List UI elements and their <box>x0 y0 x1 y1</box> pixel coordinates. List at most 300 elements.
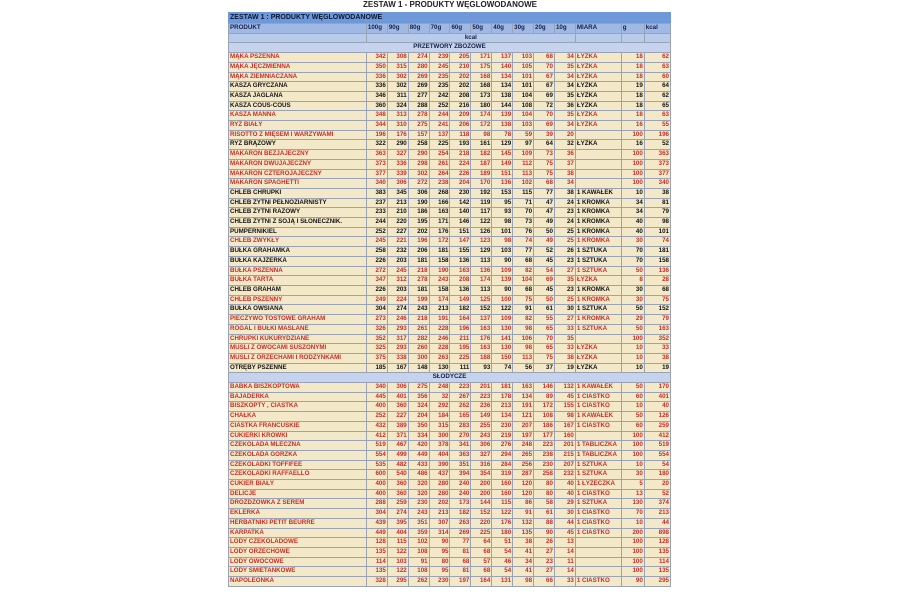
table-row <box>229 179 671 189</box>
value-cell: 137 <box>471 315 492 325</box>
product-name-cell: CHLEB PSZENNY <box>229 295 367 305</box>
value-cell: 140 <box>450 208 471 218</box>
value-cell: 146 <box>534 383 555 393</box>
value-cell: 273 <box>366 315 387 325</box>
value-cell: 336 <box>387 159 408 169</box>
value-cell: 265 <box>513 450 534 460</box>
value-cell: 101 <box>644 227 670 237</box>
value-cell: 344 <box>366 121 387 131</box>
value-cell: 178 <box>492 392 513 402</box>
value-cell: 160 <box>492 480 513 490</box>
value-cell: 246 <box>387 315 408 325</box>
product-name-cell: KASZA MANNA <box>229 111 367 121</box>
product-name-cell: PIECZYWO TOSTOWE GRAHAM <box>229 315 367 325</box>
value-cell: 34 <box>621 198 644 208</box>
value-cell: 81 <box>450 547 471 557</box>
value-cell: 139 <box>492 111 513 121</box>
value-cell: 554 <box>366 450 387 460</box>
value-cell: 10 <box>621 518 644 528</box>
value-cell: 68 <box>644 285 670 295</box>
value-cell: 274 <box>387 509 408 519</box>
value-cell: 218 <box>408 315 429 325</box>
value-cell: 161 <box>471 140 492 150</box>
product-name-cell: NAPOLEONKA <box>229 577 367 587</box>
value-cell: 140 <box>492 62 513 72</box>
table-row <box>229 227 671 237</box>
measure-cell: 1 TABLICZKA <box>575 450 621 460</box>
value-cell: 401 <box>644 392 670 402</box>
measure-cell: 1 CIASTKO <box>575 489 621 499</box>
value-cell: 136 <box>450 256 471 266</box>
value-cell: 80 <box>534 480 555 490</box>
value-cell: 35 <box>554 91 575 101</box>
value-cell: 93 <box>471 363 492 373</box>
value-cell: 125 <box>471 295 492 305</box>
value-cell: 132 <box>554 383 575 393</box>
value-cell: 80 <box>429 557 450 567</box>
value-cell: 191 <box>513 402 534 412</box>
value-cell: 98 <box>492 237 513 247</box>
value-cell: 360 <box>387 480 408 490</box>
value-cell: 65 <box>534 324 555 334</box>
value-cell: 134 <box>492 82 513 92</box>
column-header: PRODUKT <box>229 24 367 34</box>
table-row <box>229 256 671 266</box>
value-cell: 378 <box>429 441 450 451</box>
value-cell: 76 <box>513 227 534 237</box>
value-cell: 282 <box>408 334 429 344</box>
value-cell: 227 <box>387 412 408 422</box>
value-cell: 306 <box>387 383 408 393</box>
measure-cell: 1 KAWAŁEK <box>575 383 621 393</box>
value-cell: 132 <box>513 518 534 528</box>
value-cell: 73 <box>513 218 534 228</box>
value-cell: 30 <box>621 295 644 305</box>
value-cell: 122 <box>387 567 408 577</box>
measure-cell: 1 SZTUKA <box>575 266 621 276</box>
value-cell: 101 <box>492 227 513 237</box>
column-header: 90g <box>387 24 408 34</box>
value-cell: 68 <box>471 547 492 557</box>
measure-cell: ŁYŻKA <box>575 72 621 82</box>
value-cell: 111 <box>450 363 471 373</box>
value-cell: 10 <box>621 353 644 363</box>
value-cell: 176 <box>429 227 450 237</box>
product-name-cell: MĄKA PSZENNA <box>229 53 367 63</box>
value-cell: 363 <box>450 450 471 460</box>
value-cell: 223 <box>450 383 471 393</box>
table-row <box>229 480 671 490</box>
value-cell: 40 <box>554 480 575 490</box>
value-cell: 40 <box>621 227 644 237</box>
value-cell: 49 <box>534 237 555 247</box>
value-cell: 360 <box>366 101 387 111</box>
value-cell: 261 <box>429 159 450 169</box>
value-cell: 201 <box>554 441 575 451</box>
value-cell: 34 <box>513 557 534 567</box>
value-cell: 36 <box>554 150 575 160</box>
value-cell: 79 <box>644 315 670 325</box>
value-cell: 68 <box>513 285 534 295</box>
table-row <box>229 121 671 131</box>
measure-cell: 1 KROMKA <box>575 227 621 237</box>
value-cell: 226 <box>450 169 471 179</box>
value-cell: 302 <box>387 72 408 82</box>
table-row <box>229 353 671 363</box>
value-cell: 197 <box>450 577 471 587</box>
value-cell: 38 <box>644 353 670 363</box>
value-cell: 32 <box>554 140 575 150</box>
value-cell: 342 <box>366 53 387 63</box>
column-header: 40g <box>492 24 513 34</box>
value-cell: 352 <box>644 334 670 344</box>
value-cell: 28 <box>644 276 670 286</box>
value-cell: 174 <box>429 295 450 305</box>
value-cell: 270 <box>450 431 471 441</box>
measure-cell <box>575 557 621 567</box>
value-cell: 258 <box>534 470 555 480</box>
value-cell: 69 <box>534 91 555 101</box>
value-cell: 158 <box>644 256 670 266</box>
value-cell: 152 <box>471 305 492 315</box>
value-cell: 272 <box>366 266 387 276</box>
value-cell: 174 <box>471 111 492 121</box>
value-cell: 186 <box>408 208 429 218</box>
measure-cell: ŁYŻKA <box>575 91 621 101</box>
value-cell: 173 <box>450 499 471 509</box>
value-cell: 164 <box>471 577 492 587</box>
value-cell: 46 <box>492 557 513 567</box>
measure-cell: 1 CIASTKO <box>575 392 621 402</box>
measure-cell: ŁYŻKA <box>575 62 621 72</box>
value-cell: 260 <box>408 344 429 354</box>
value-cell: 120 <box>513 489 534 499</box>
product-name-cell: LODY ŚMIETANKOWE <box>229 567 367 577</box>
value-cell: 300 <box>408 353 429 363</box>
value-cell: 35 <box>554 276 575 286</box>
value-cell: 213 <box>429 305 450 315</box>
value-cell: 262 <box>408 577 429 587</box>
value-cell: 170 <box>644 383 670 393</box>
value-cell: 171 <box>429 218 450 228</box>
value-cell: 220 <box>387 218 408 228</box>
measure-cell <box>575 150 621 160</box>
value-cell: 20 <box>554 130 575 140</box>
value-cell: 211 <box>450 334 471 344</box>
measure-cell: ŁYŻKA <box>575 82 621 92</box>
value-cell: 45 <box>534 285 555 295</box>
value-cell: 243 <box>471 431 492 441</box>
value-cell: 40 <box>644 402 670 412</box>
value-cell: 30 <box>554 305 575 315</box>
value-cell: 100 <box>621 547 644 557</box>
value-cell: 412 <box>366 431 387 441</box>
value-cell: 213 <box>492 402 513 412</box>
value-cell: 37 <box>554 159 575 169</box>
value-cell: 295 <box>644 577 670 587</box>
value-cell: 359 <box>408 528 429 538</box>
measure-cell <box>575 567 621 577</box>
value-cell: 302 <box>408 169 429 179</box>
table-row <box>229 324 671 334</box>
value-cell: 363 <box>644 150 670 160</box>
value-cell: 320 <box>408 489 429 499</box>
product-name-cell: CUKIER BIAŁY <box>229 480 367 490</box>
value-cell: 82 <box>513 266 534 276</box>
table-row <box>229 208 671 218</box>
value-cell: 302 <box>387 82 408 92</box>
value-cell: 294 <box>492 450 513 460</box>
value-cell: 288 <box>408 101 429 111</box>
value-cell: 102 <box>513 179 534 189</box>
value-cell: 171 <box>471 53 492 63</box>
product-name-cell: MAKARON CZTEROJAJECZNY <box>229 169 367 179</box>
column-header: 80g <box>408 24 429 34</box>
value-cell: 304 <box>366 305 387 315</box>
value-cell: 246 <box>429 334 450 344</box>
value-cell: 176 <box>492 518 513 528</box>
value-cell: 104 <box>513 91 534 101</box>
value-cell: 90 <box>429 538 450 548</box>
value-cell: 100 <box>621 334 644 344</box>
value-cell: 122 <box>471 218 492 228</box>
value-cell: 34 <box>621 208 644 218</box>
value-cell: 195 <box>408 218 429 228</box>
table-row <box>229 557 671 567</box>
value-cell: 41 <box>513 547 534 557</box>
measure-cell <box>575 159 621 169</box>
value-cell: 195 <box>450 344 471 354</box>
value-cell: 225 <box>471 528 492 538</box>
value-cell: 167 <box>387 363 408 373</box>
value-cell: 248 <box>429 383 450 393</box>
value-cell: 63 <box>644 111 670 121</box>
value-cell: 223 <box>471 392 492 402</box>
value-cell: 72 <box>534 101 555 111</box>
value-cell: 138 <box>492 121 513 131</box>
value-cell: 131 <box>492 577 513 587</box>
value-cell: 123 <box>471 237 492 247</box>
value-cell: 30 <box>621 285 644 295</box>
value-cell: 280 <box>429 489 450 499</box>
value-cell: 300 <box>429 431 450 441</box>
value-cell: 136 <box>471 266 492 276</box>
value-cell: 108 <box>513 101 534 111</box>
value-cell: 186 <box>534 421 555 431</box>
value-cell: 519 <box>644 441 670 451</box>
value-cell: 135 <box>644 567 670 577</box>
value-cell: 288 <box>366 499 387 509</box>
value-cell: 100 <box>621 441 644 451</box>
value-cell: 79 <box>644 208 670 218</box>
measure-cell: 1 CIASTKO <box>575 528 621 538</box>
value-cell: 237 <box>366 198 387 208</box>
value-cell: 356 <box>408 392 429 402</box>
value-cell: 340 <box>366 383 387 393</box>
value-cell: 199 <box>408 295 429 305</box>
measure-cell: 1 KROMKA <box>575 198 621 208</box>
value-cell: 204 <box>408 412 429 422</box>
product-name-cell: BABKA BISZKOPTOWA <box>229 383 367 393</box>
product-name-cell: BISZKOPTY , CIASTKA <box>229 402 367 412</box>
product-name-cell: KASZA GRYCZANA <box>229 82 367 92</box>
value-cell: 287 <box>513 470 534 480</box>
value-cell: 328 <box>366 577 387 587</box>
value-cell: 74 <box>644 237 670 247</box>
value-cell: 188 <box>471 353 492 363</box>
value-cell: 319 <box>492 470 513 480</box>
value-cell: 269 <box>408 82 429 92</box>
product-name-cell: EKLERKA <box>229 509 367 519</box>
value-cell: 130 <box>492 344 513 354</box>
value-cell: 114 <box>366 557 387 567</box>
value-cell: 174 <box>471 276 492 286</box>
value-cell: 18 <box>621 53 644 63</box>
value-cell: 95 <box>429 567 450 577</box>
value-cell: 104 <box>513 111 534 121</box>
value-cell: 390 <box>429 460 450 470</box>
value-cell: 252 <box>429 101 450 111</box>
value-cell: 163 <box>644 324 670 334</box>
value-cell: 232 <box>387 247 408 257</box>
value-cell: 29 <box>554 499 575 509</box>
value-cell: 75 <box>513 295 534 305</box>
value-cell: 263 <box>450 518 471 528</box>
value-cell: 200 <box>471 489 492 499</box>
value-cell: 34 <box>554 82 575 92</box>
value-cell: 27 <box>534 567 555 577</box>
value-cell: 58 <box>534 499 555 509</box>
value-cell: 120 <box>513 480 534 490</box>
value-cell: 137 <box>492 53 513 63</box>
value-cell: 74 <box>513 237 534 247</box>
value-cell: 394 <box>450 470 471 480</box>
value-cell: 98 <box>492 218 513 228</box>
value-cell: 68 <box>534 179 555 189</box>
value-cell: 113 <box>471 285 492 295</box>
value-cell: 77 <box>513 247 534 257</box>
value-cell: 25 <box>554 237 575 247</box>
value-cell: 600 <box>366 470 387 480</box>
value-cell: 23 <box>554 256 575 266</box>
value-cell: 350 <box>408 421 429 431</box>
value-cell: 181 <box>429 247 450 257</box>
value-cell: 482 <box>387 460 408 470</box>
measure-cell: ŁYŻKA <box>575 363 621 373</box>
value-cell: 78 <box>492 130 513 140</box>
value-cell: 228 <box>429 344 450 354</box>
value-cell: 177 <box>534 431 555 441</box>
value-cell: 439 <box>366 518 387 528</box>
value-cell: 91 <box>513 305 534 315</box>
product-name-cell: DROŻDŻÓWKA Z SEREM <box>229 499 367 509</box>
value-cell: 67 <box>534 72 555 82</box>
value-cell: 98 <box>513 577 534 587</box>
value-cell: 54 <box>534 266 555 276</box>
value-cell: 245 <box>387 266 408 276</box>
value-cell: 259 <box>644 421 670 431</box>
value-cell: 101 <box>513 72 534 82</box>
value-cell: 155 <box>450 247 471 257</box>
value-cell: 102 <box>408 538 429 548</box>
value-cell: 180 <box>471 101 492 111</box>
unit-spacer <box>575 33 621 43</box>
value-cell: 377 <box>644 169 670 179</box>
table-row <box>229 169 671 179</box>
column-header: g <box>621 24 644 34</box>
value-cell: 142 <box>450 198 471 208</box>
value-cell: 172 <box>534 402 555 412</box>
value-cell: 117 <box>471 208 492 218</box>
product-name-cell: CUKIERKI KRÓWKI <box>229 431 367 441</box>
value-cell: 354 <box>471 470 492 480</box>
table-row <box>229 489 671 499</box>
product-name-cell: KASZA COUS-COUS <box>229 101 367 111</box>
value-cell: 244 <box>429 111 450 121</box>
spreadsheet <box>228 12 671 587</box>
value-cell: 33 <box>554 577 575 587</box>
value-cell: 100 <box>621 150 644 160</box>
value-cell: 314 <box>429 528 450 538</box>
value-cell: 412 <box>644 431 670 441</box>
product-name-cell: MUSLI Z ORZECHAMI I RODZYNKAMI <box>229 353 367 363</box>
value-cell: 144 <box>492 101 513 111</box>
value-cell: 100 <box>621 159 644 169</box>
value-cell: 535 <box>366 460 387 470</box>
table-row <box>229 567 671 577</box>
value-cell: 50 <box>534 227 555 237</box>
value-cell: 26 <box>554 247 575 257</box>
value-cell: 49 <box>534 218 555 228</box>
product-name-cell: LODY OWOCOWE <box>229 557 367 567</box>
value-cell: 181 <box>644 247 670 257</box>
value-cell: 268 <box>429 188 450 198</box>
value-cell: 445 <box>366 392 387 402</box>
value-cell: 206 <box>408 247 429 257</box>
value-cell: 63 <box>644 62 670 72</box>
value-cell: 90 <box>492 285 513 295</box>
measure-cell: ŁYŻKA <box>575 53 621 63</box>
value-cell: 10 <box>621 460 644 470</box>
value-cell: 168 <box>471 72 492 82</box>
value-cell: 151 <box>450 227 471 237</box>
value-cell: 182 <box>450 305 471 315</box>
measure-cell: 1 KROMKA <box>575 285 621 295</box>
value-cell: 145 <box>492 150 513 160</box>
column-header: 100g <box>366 24 387 34</box>
value-cell: 245 <box>429 62 450 72</box>
value-cell: 114 <box>644 557 670 567</box>
value-cell: 135 <box>366 547 387 557</box>
value-cell: 449 <box>408 450 429 460</box>
value-cell: 151 <box>492 169 513 179</box>
value-cell: 554 <box>644 450 670 460</box>
value-cell: 213 <box>644 509 670 519</box>
value-cell: 144 <box>471 499 492 509</box>
value-cell: 59 <box>513 130 534 140</box>
value-cell: 101 <box>513 82 534 92</box>
value-cell: 280 <box>408 62 429 72</box>
product-name-cell: BUŁKA GRAHAMKA <box>229 247 367 257</box>
value-cell: 225 <box>429 140 450 150</box>
table-row <box>229 82 671 92</box>
value-cell: 62 <box>644 91 670 101</box>
value-cell: 68 <box>471 567 492 577</box>
unit-spacer <box>621 33 644 43</box>
value-cell: 374 <box>644 499 670 509</box>
table-row <box>229 499 671 509</box>
value-cell: 243 <box>429 276 450 286</box>
